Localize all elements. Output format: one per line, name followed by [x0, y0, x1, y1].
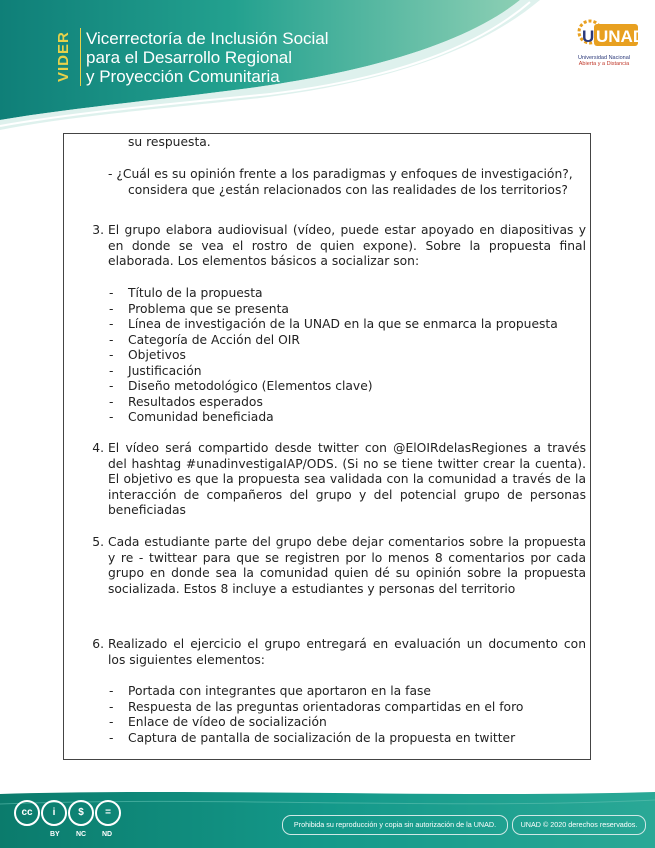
bullet-item: Enlace de vídeo de socialización	[128, 715, 327, 729]
bullet-item: Justificación	[128, 364, 202, 378]
item-6-text: Realizado el ejercicio el grupo entregará en evaluación un documento con los siguientes elementos:	[108, 637, 586, 667]
bullet-dash: -	[109, 395, 114, 409]
carry-over-text: su respuesta.	[128, 135, 211, 149]
unad-logo-text	[568, 55, 640, 67]
bullet-dash: -	[109, 286, 114, 300]
bullet-item: Portada con integrantes que aportaron en la fase	[128, 684, 431, 698]
item-3-text: El grupo elabora audiovisual (vídeo, puede estar apoyado en diapositivas y en donde se vea el rostro de quien expone). Sobre la propuesta final elaborada. Los elementos básicos a socializar son:	[108, 223, 586, 268]
bullet-dash: -	[109, 348, 114, 362]
bullet-item: Objetivos	[128, 348, 186, 362]
bullet-dash: -	[109, 317, 114, 331]
creative-commons-badge	[14, 800, 124, 846]
item-4-text: El vídeo será compartido desde twitter con @ElOIRdelasRegiones a través del hashtag #unadinvestigaIAP/ODS. (Si no se tiene twitter crear la cuenta). El objetivo es que la propuesta sea validada con la comunidad a través de la interacción de compañeros del grupo y del potencial grupo de personas beneficiadas	[108, 441, 586, 517]
footer-notice: Prohibida su reproducción y copia sin autorización de la UNAD.	[282, 815, 508, 835]
footer-copyright: UNAD © 2020 derechos reservados.	[512, 815, 646, 835]
cc-icon: cc	[14, 800, 40, 826]
unad-logo-icon	[568, 14, 646, 54]
by-icon: i	[41, 800, 67, 826]
vider-divider	[80, 28, 81, 86]
content-frame	[63, 133, 591, 760]
nd-icon: =	[95, 800, 121, 826]
bullet-dash: -	[109, 302, 114, 316]
item-number: 4.	[92, 441, 104, 455]
page-header	[0, 0, 655, 135]
bullet-item: Línea de investigación de la UNAD en la que se enmarca la propuesta	[128, 317, 558, 331]
cc-label: BY	[50, 831, 60, 838]
bullet-item: Categoría de Acción del OIR	[128, 333, 300, 347]
bullet-dash: -	[109, 731, 114, 745]
bullet-dash: -	[109, 684, 114, 698]
header-title-line: para el Desarrollo Regional	[86, 48, 293, 67]
bullet-dash: -	[109, 379, 114, 393]
bullet-dash: -	[109, 410, 114, 424]
unad-logo	[568, 14, 646, 70]
bullet-item: Captura de pantalla de socialización de la propuesta en twitter	[128, 731, 516, 745]
item-5-text: Cada estudiante parte del grupo debe dejar comentarios sobre la propuesta y re - twittear para que se registren por lo menos 8 comentarios por cada grupo en donde sea la comunidad quien dé su opinión sobre la propuesta socializada. Estos 8 incluye a estudiantes y personas del territorio	[108, 535, 586, 596]
bullet-item: Respuesta de las preguntas orientadoras compartidas en el foro	[128, 700, 524, 714]
bullet-dash: -	[109, 700, 114, 714]
nc-icon: $	[68, 800, 94, 826]
header-title-line: y Proyección Comunitaria	[86, 67, 280, 86]
item-number: 3.	[92, 223, 104, 237]
logo-line-1: Universidad Nacional	[578, 55, 630, 61]
vider-side-label: VIDER	[55, 31, 72, 83]
bullet-item: Problema que se presenta	[128, 302, 289, 316]
cc-label: NC	[76, 831, 87, 838]
question-line: considera que ¿están relacionados con las realidades de los territorios?	[128, 183, 568, 197]
item-number: 5.	[92, 535, 104, 549]
logo-line-2: Abierta y a Distancia	[578, 61, 630, 67]
logo-word: UNAD	[596, 27, 646, 46]
bullet-item: Título de la propuesta	[128, 286, 263, 300]
bullet-dash: -	[109, 364, 114, 378]
cc-label: ND	[102, 831, 113, 838]
question-line: - ¿Cuál es su opinión frente a los paradigmas y enfoques de investigación?,	[108, 167, 573, 181]
bullet-item: Resultados esperados	[128, 395, 263, 409]
bullet-dash: -	[109, 715, 114, 729]
header-title	[86, 29, 329, 86]
item-number: 6.	[92, 637, 104, 651]
header-title-line: Vicerrectoría de Inclusión Social	[86, 29, 329, 48]
logo-letter-u: U	[582, 27, 595, 46]
bullet-item: Comunidad beneficiada	[128, 410, 274, 424]
bullet-item: Diseño metodológico (Elementos clave)	[128, 379, 373, 393]
bullet-dash: -	[109, 333, 114, 347]
